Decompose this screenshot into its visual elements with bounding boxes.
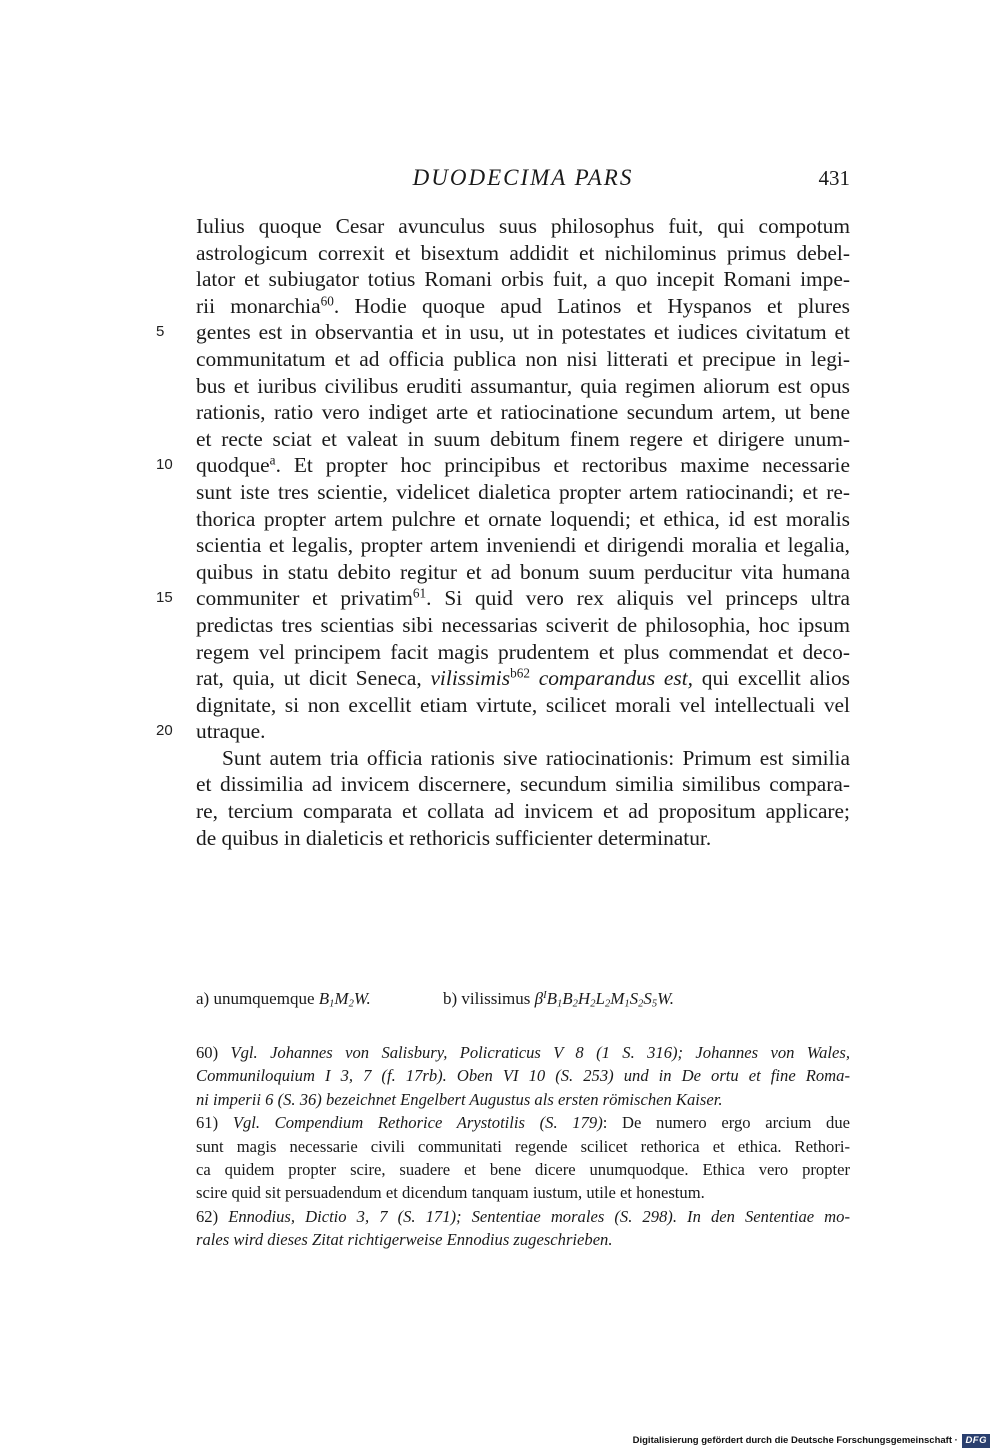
line-text: et recte sciat et valeat in suum debitum finem regere et dirigere unum- — [196, 426, 850, 451]
text-line — [196, 373, 850, 400]
text-line — [196, 692, 850, 719]
text-line — [196, 798, 850, 825]
line-text: qui excellit alios — [693, 666, 850, 691]
footnote-citation: Vgl. Johannes von Salisbury, Policraticus V 8 (1 S. 316); Johannes von Wales, — [230, 1043, 850, 1062]
line-text: rationis, ratio vero indiget arte et ratiocinatione secundum artem, ut bene — [196, 400, 850, 425]
footnote-citation: Ennodius, Dictio 3, 7 (S. 171); Sententiae morales (S. 298). In den Sententiae mo- — [228, 1206, 850, 1226]
line-text: lator et subiugator totius Romani orbis fuit, a quo incepit Romani impe- — [196, 267, 850, 292]
text-line — [196, 479, 850, 506]
footnote-number: 62) — [196, 1206, 229, 1226]
line-text: rat, quia, ut dicit Seneca, — [196, 666, 431, 691]
footnote-line — [196, 1135, 850, 1158]
line-text: rii monarchia — [196, 293, 321, 318]
line-text: gentes est in observantia et in usu, ut in potestates et iudices civitatum et — [196, 320, 850, 345]
text-line — [196, 213, 850, 240]
footnote-marker: 60 — [320, 293, 334, 309]
text-line — [196, 293, 850, 320]
line-text: utraque. — [196, 719, 266, 744]
text-line — [156, 718, 850, 745]
line-text: Iulius quoque Cesar avunculus suus philosophus fuit, qui compotum — [196, 214, 850, 238]
footnote-marker: a — [269, 453, 276, 469]
main-text — [156, 213, 851, 851]
line-text: quibus in statu debito regitur et ad bonum suum perducitur vita humana — [196, 559, 850, 584]
line-text: astrologicum correxit et bisextum addidit et nichilominus primus debel- — [196, 240, 850, 265]
text-line — [196, 532, 850, 559]
footnote-citation: Communiloquium I 3, 7 (f. 17rb). Oben VI 10 (S. 253) und in De ortu et fine Roma- — [196, 1066, 850, 1086]
footnote-marker: b62 — [510, 665, 530, 681]
footnotes — [196, 1041, 850, 1252]
line-number: 5 — [156, 323, 165, 341]
apparatus-b-label: b) vilissimus — [443, 989, 535, 1008]
footnote-marker: 61 — [412, 586, 427, 602]
critical-apparatus — [196, 987, 850, 1011]
line-text: Sunt autem tria officia rationis sive ratiocinationis: Primum est similia — [222, 745, 850, 770]
text-line — [156, 452, 850, 479]
line-text: regem vel principem facit magis prudentem et plus commendat et deco- — [196, 639, 850, 664]
line-text: thorica propter artem pulchre et ornate loquendi; et ethica, id est moralis — [196, 506, 850, 531]
text-line — [196, 639, 850, 666]
footnote-line — [196, 1181, 850, 1204]
footnote-text: sunt magis necessarie civili communitati regende scilicet rethorica et ethica. Rethori- — [196, 1136, 850, 1156]
line-text: re, tercium comparata et collata ad invicem et ad propositum applicare; — [196, 799, 850, 824]
footnote-line — [196, 1041, 850, 1064]
line-number: 15 — [156, 589, 173, 607]
line-number: 10 — [156, 456, 173, 474]
text-line — [196, 745, 850, 772]
line-text: communitatum et ad officia publica non nisi litterati et precipue in legi- — [196, 346, 850, 371]
text-line — [196, 665, 850, 692]
line-text: et dissimilia ad invicem discernere, secundum similia similibus compara- — [196, 772, 850, 797]
text-line — [196, 266, 850, 293]
line-text: sunt iste tres scientie, videlicet dialetica propter artem ratiocinandi; et re- — [196, 479, 850, 504]
text-line — [196, 346, 850, 373]
footnote-line — [196, 1111, 850, 1134]
apparatus-entry-a — [196, 989, 371, 1008]
line-text: quodque — [196, 453, 270, 478]
text-line — [196, 825, 850, 852]
apparatus-a-label: a) unumquemque — [196, 989, 319, 1008]
footnote-citation: Vgl. Compendium Rethorice Arystotilis (S. 179) — [232, 1113, 603, 1133]
line-text: communiter et privatim — [196, 586, 413, 611]
line-text: predictas tres scientias sibi necessarias sciverit de philosophia, hoc ipsum — [196, 612, 850, 637]
footnote-citation: rales wird dieses Zitat richtigerweise Ennodius zugeschrieben. — [196, 1230, 613, 1250]
text-line — [156, 585, 851, 612]
running-title: DUODECIMA PARS — [412, 165, 634, 190]
line-number: 20 — [156, 722, 173, 740]
line-text: scientia et legalis, propter artem inveniendi et dirigendi moralia et legalia, — [196, 533, 850, 558]
footnote-line — [196, 1228, 850, 1251]
line-text: . Et propter hoc principibus et rectoribus maxime necessarie — [275, 453, 850, 478]
text-line — [196, 426, 850, 453]
footnote-line — [196, 1088, 850, 1111]
quotation-text: comparandus est, — [529, 666, 694, 691]
text-line — [196, 771, 850, 798]
line-text: de quibus in dialeticis et rethoricis sufficienter determinatur. — [196, 825, 712, 850]
footnote-line — [196, 1205, 850, 1228]
text-line — [196, 559, 850, 586]
running-head — [196, 162, 850, 194]
quotation-text: vilissimis — [430, 666, 511, 691]
footnote-line — [196, 1064, 850, 1087]
footnote-text: : De numero ergo arcium due — [602, 1113, 850, 1133]
credit-text: Digitalisierung gefördert durch die Deutsche Forschungsgemeinschaft · — [632, 1435, 958, 1446]
footnote-line — [196, 1158, 850, 1181]
text-line — [196, 399, 850, 426]
footnote-number: 60) — [196, 1043, 231, 1062]
footnote-text: scire quid sit persuadendum et dicendum tanquam iustum, utile et honestum. — [196, 1183, 705, 1203]
footnote-citation: ni imperii 6 (S. 36) bezeichnet Engelbert Augustus als ersten römischen Kaiser. — [196, 1089, 723, 1109]
text-line — [156, 319, 850, 346]
line-text: . Si quid vero rex aliquis vel princeps ultra — [426, 586, 851, 611]
footnote-text: ca quidem propter scire, suadere et bene dicere unumquodque. Ethica vero propter — [196, 1159, 850, 1179]
apparatus-entry-b — [443, 987, 674, 1011]
line-text: dignitate, si non excellit etiam virtute, scilicet morali vel intellectuali vel — [196, 692, 850, 717]
footnote-number: 61) — [196, 1113, 233, 1133]
page-number: 431 — [818, 166, 850, 190]
text-line — [196, 506, 850, 533]
apparatus-a-sigla: $B_1M_2W$. — [318, 989, 371, 1010]
text-line — [196, 612, 850, 639]
line-text: . Hodie quoque apud Latinos et Hyspanos et plures — [333, 293, 850, 318]
line-text: bus et iuribus civilibus eruditi assumantur, quia regimen aliorum est opus — [196, 373, 850, 398]
text-line — [196, 240, 850, 267]
apparatus-b-sigla: $\beta^IB_1B_2H_2L_2M_1S_2S_5W$. — [534, 989, 675, 1010]
dfg-logo: DFG — [962, 1434, 990, 1448]
digitization-credit — [633, 1434, 990, 1448]
